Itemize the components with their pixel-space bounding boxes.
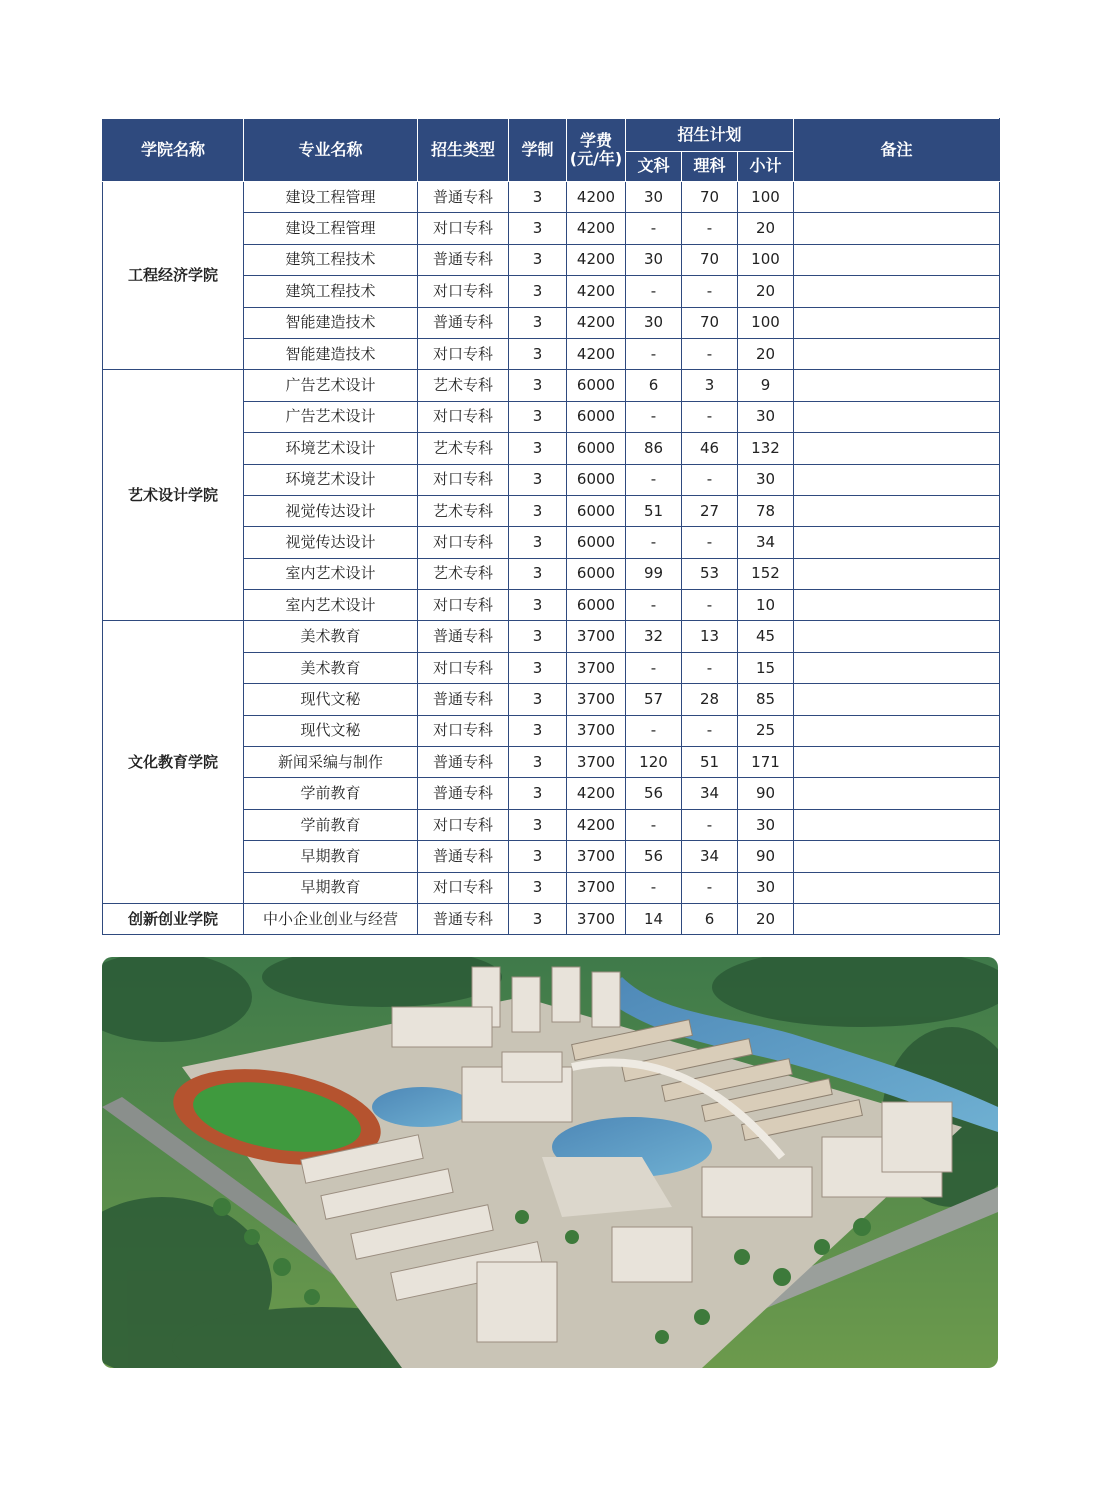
header-subtotal: 小计	[738, 152, 794, 182]
notes-cell	[794, 370, 1000, 401]
duration-cell: 3	[509, 276, 567, 307]
arts-cell: -	[626, 715, 682, 746]
header-arts: 文科	[626, 152, 682, 182]
type-cell: 对口专科	[418, 527, 509, 558]
subtotal-cell: 30	[738, 401, 794, 432]
header-plan: 招生计划	[626, 119, 794, 152]
fee-cell: 6000	[567, 433, 626, 464]
notes-cell	[794, 903, 1000, 934]
duration-cell: 3	[509, 747, 567, 778]
arts-cell: 30	[626, 182, 682, 213]
arts-cell: -	[626, 338, 682, 369]
header-notes: 备注	[794, 119, 1000, 182]
major-cell: 广告艺术设计	[244, 370, 418, 401]
fee-cell: 3700	[567, 747, 626, 778]
fee-cell: 4200	[567, 213, 626, 244]
major-cell: 室内艺术设计	[244, 590, 418, 621]
notes-cell	[794, 872, 1000, 903]
subtotal-cell: 100	[738, 244, 794, 275]
duration-cell: 3	[509, 809, 567, 840]
notes-cell	[794, 401, 1000, 432]
notes-cell	[794, 276, 1000, 307]
subtotal-cell: 90	[738, 841, 794, 872]
arts-cell: 120	[626, 747, 682, 778]
fee-cell: 3700	[567, 715, 626, 746]
notes-cell	[794, 684, 1000, 715]
type-cell: 普通专科	[418, 841, 509, 872]
type-cell: 对口专科	[418, 809, 509, 840]
fee-cell: 6000	[567, 464, 626, 495]
arts-cell: 14	[626, 903, 682, 934]
major-cell: 智能建造技术	[244, 338, 418, 369]
duration-cell: 3	[509, 464, 567, 495]
fee-cell: 6000	[567, 401, 626, 432]
arts-cell: 32	[626, 621, 682, 652]
subtotal-cell: 30	[738, 809, 794, 840]
science-cell: -	[682, 809, 738, 840]
science-cell: -	[682, 872, 738, 903]
header-college: 学院名称	[103, 119, 244, 182]
major-cell: 视觉传达设计	[244, 495, 418, 526]
type-cell: 艺术专科	[418, 370, 509, 401]
fee-cell: 6000	[567, 370, 626, 401]
duration-cell: 3	[509, 370, 567, 401]
science-cell: 34	[682, 841, 738, 872]
major-cell: 室内艺术设计	[244, 558, 418, 589]
major-cell: 新闻采编与制作	[244, 747, 418, 778]
notes-cell	[794, 715, 1000, 746]
type-cell: 普通专科	[418, 747, 509, 778]
science-cell: 3	[682, 370, 738, 401]
notes-cell	[794, 527, 1000, 558]
arts-cell: -	[626, 213, 682, 244]
arts-cell: 30	[626, 244, 682, 275]
subtotal-cell: 85	[738, 684, 794, 715]
duration-cell: 3	[509, 182, 567, 213]
fee-cell: 3700	[567, 652, 626, 683]
table-body	[103, 182, 1000, 935]
subtotal-cell: 171	[738, 747, 794, 778]
arts-cell: 86	[626, 433, 682, 464]
campus-aerial-illustration	[102, 957, 998, 1368]
science-cell: -	[682, 715, 738, 746]
subtotal-cell: 132	[738, 433, 794, 464]
college-name-cell: 创新创业学院	[103, 903, 244, 934]
fee-cell: 6000	[567, 527, 626, 558]
science-cell: 27	[682, 495, 738, 526]
major-cell: 中小企业创业与经营	[244, 903, 418, 934]
science-cell: -	[682, 338, 738, 369]
arts-cell: -	[626, 527, 682, 558]
subtotal-cell: 20	[738, 338, 794, 369]
type-cell: 普通专科	[418, 621, 509, 652]
fee-cell: 4200	[567, 244, 626, 275]
major-cell: 建筑工程技术	[244, 244, 418, 275]
science-cell: 70	[682, 307, 738, 338]
duration-cell: 3	[509, 433, 567, 464]
fee-cell: 4200	[567, 338, 626, 369]
science-cell: -	[682, 652, 738, 683]
campus-aerial-image	[102, 957, 998, 1368]
fee-cell: 3700	[567, 872, 626, 903]
fee-cell: 4200	[567, 307, 626, 338]
type-cell: 对口专科	[418, 213, 509, 244]
duration-cell: 3	[509, 401, 567, 432]
duration-cell: 3	[509, 903, 567, 934]
table-row	[103, 182, 1000, 213]
fee-cell: 4200	[567, 182, 626, 213]
fee-cell: 3700	[567, 684, 626, 715]
duration-cell: 3	[509, 590, 567, 621]
notes-cell	[794, 182, 1000, 213]
arts-cell: -	[626, 652, 682, 683]
notes-cell	[794, 778, 1000, 809]
duration-cell: 3	[509, 872, 567, 903]
science-cell: -	[682, 590, 738, 621]
subtotal-cell: 90	[738, 778, 794, 809]
subtotal-cell: 78	[738, 495, 794, 526]
science-cell: 70	[682, 182, 738, 213]
header-fee-line1: 学费	[579, 130, 612, 150]
duration-cell: 3	[509, 652, 567, 683]
table-header	[103, 119, 1000, 182]
science-cell: -	[682, 276, 738, 307]
subtotal-cell: 45	[738, 621, 794, 652]
type-cell: 艺术专科	[418, 433, 509, 464]
arts-cell: -	[626, 872, 682, 903]
arts-cell: -	[626, 276, 682, 307]
notes-cell	[794, 433, 1000, 464]
major-cell: 环境艺术设计	[244, 464, 418, 495]
subtotal-cell: 100	[738, 182, 794, 213]
fee-cell: 4200	[567, 778, 626, 809]
duration-cell: 3	[509, 213, 567, 244]
duration-cell: 3	[509, 338, 567, 369]
notes-cell	[794, 495, 1000, 526]
science-cell: 13	[682, 621, 738, 652]
notes-cell	[794, 213, 1000, 244]
notes-cell	[794, 338, 1000, 369]
arts-cell: -	[626, 401, 682, 432]
duration-cell: 3	[509, 307, 567, 338]
subtotal-cell: 20	[738, 903, 794, 934]
fee-cell: 6000	[567, 590, 626, 621]
arts-cell: 56	[626, 778, 682, 809]
subtotal-cell: 20	[738, 276, 794, 307]
college-name-cell: 文化教育学院	[103, 621, 244, 904]
subtotal-cell: 15	[738, 652, 794, 683]
major-cell: 智能建造技术	[244, 307, 418, 338]
fee-cell: 6000	[567, 495, 626, 526]
duration-cell: 3	[509, 244, 567, 275]
duration-cell: 3	[509, 684, 567, 715]
fee-cell: 3700	[567, 841, 626, 872]
major-cell: 环境艺术设计	[244, 433, 418, 464]
type-cell: 对口专科	[418, 652, 509, 683]
notes-cell	[794, 464, 1000, 495]
fee-cell: 6000	[567, 558, 626, 589]
subtotal-cell: 152	[738, 558, 794, 589]
type-cell: 普通专科	[418, 684, 509, 715]
science-cell: -	[682, 213, 738, 244]
notes-cell	[794, 652, 1000, 683]
duration-cell: 3	[509, 558, 567, 589]
type-cell: 艺术专科	[418, 558, 509, 589]
subtotal-cell: 9	[738, 370, 794, 401]
major-cell: 建筑工程技术	[244, 276, 418, 307]
major-cell: 建设工程管理	[244, 213, 418, 244]
science-cell: 51	[682, 747, 738, 778]
major-cell: 现代文秘	[244, 684, 418, 715]
type-cell: 普通专科	[418, 244, 509, 275]
notes-cell	[794, 244, 1000, 275]
subtotal-cell: 30	[738, 464, 794, 495]
science-cell: 46	[682, 433, 738, 464]
subtotal-cell: 10	[738, 590, 794, 621]
type-cell: 普通专科	[418, 903, 509, 934]
type-cell: 对口专科	[418, 276, 509, 307]
arts-cell: -	[626, 590, 682, 621]
major-cell: 学前教育	[244, 809, 418, 840]
fee-cell: 4200	[567, 276, 626, 307]
notes-cell	[794, 747, 1000, 778]
subtotal-cell: 20	[738, 213, 794, 244]
duration-cell: 3	[509, 841, 567, 872]
duration-cell: 3	[509, 778, 567, 809]
type-cell: 普通专科	[418, 778, 509, 809]
type-cell: 对口专科	[418, 715, 509, 746]
fee-cell: 3700	[567, 621, 626, 652]
major-cell: 视觉传达设计	[244, 527, 418, 558]
type-cell: 对口专科	[418, 338, 509, 369]
type-cell: 普通专科	[418, 182, 509, 213]
type-cell: 对口专科	[418, 590, 509, 621]
arts-cell: -	[626, 809, 682, 840]
arts-cell: 6	[626, 370, 682, 401]
type-cell: 艺术专科	[418, 495, 509, 526]
major-cell: 美术教育	[244, 621, 418, 652]
type-cell: 对口专科	[418, 464, 509, 495]
duration-cell: 3	[509, 621, 567, 652]
notes-cell	[794, 307, 1000, 338]
science-cell: -	[682, 401, 738, 432]
header-duration: 学制	[509, 119, 567, 182]
subtotal-cell: 34	[738, 527, 794, 558]
major-cell: 建设工程管理	[244, 182, 418, 213]
science-cell: 34	[682, 778, 738, 809]
arts-cell: 51	[626, 495, 682, 526]
table-row	[103, 903, 1000, 934]
fee-cell: 4200	[567, 809, 626, 840]
fee-cell: 3700	[567, 903, 626, 934]
science-cell: 6	[682, 903, 738, 934]
duration-cell: 3	[509, 527, 567, 558]
notes-cell	[794, 841, 1000, 872]
arts-cell: 99	[626, 558, 682, 589]
header-fee	[567, 119, 626, 182]
major-cell: 美术教育	[244, 652, 418, 683]
college-name-cell: 工程经济学院	[103, 182, 244, 370]
subtotal-cell: 100	[738, 307, 794, 338]
table-row	[103, 370, 1000, 401]
major-cell: 广告艺术设计	[244, 401, 418, 432]
science-cell: -	[682, 464, 738, 495]
notes-cell	[794, 621, 1000, 652]
notes-cell	[794, 558, 1000, 589]
header-major: 专业名称	[244, 119, 418, 182]
science-cell: 28	[682, 684, 738, 715]
type-cell: 对口专科	[418, 401, 509, 432]
notes-cell	[794, 590, 1000, 621]
arts-cell: 57	[626, 684, 682, 715]
enrollment-plan-table	[102, 118, 1000, 935]
major-cell: 现代文秘	[244, 715, 418, 746]
major-cell: 早期教育	[244, 841, 418, 872]
major-cell: 学前教育	[244, 778, 418, 809]
major-cell: 早期教育	[244, 872, 418, 903]
header-science: 理科	[682, 152, 738, 182]
subtotal-cell: 25	[738, 715, 794, 746]
duration-cell: 3	[509, 715, 567, 746]
science-cell: -	[682, 527, 738, 558]
arts-cell: -	[626, 464, 682, 495]
arts-cell: 56	[626, 841, 682, 872]
type-cell: 对口专科	[418, 872, 509, 903]
arts-cell: 30	[626, 307, 682, 338]
science-cell: 53	[682, 558, 738, 589]
type-cell: 普通专科	[418, 307, 509, 338]
duration-cell: 3	[509, 495, 567, 526]
header-type: 招生类型	[418, 119, 509, 182]
science-cell: 70	[682, 244, 738, 275]
notes-cell	[794, 809, 1000, 840]
table-row	[103, 621, 1000, 652]
subtotal-cell: 30	[738, 872, 794, 903]
header-fee-line2: (元/年)	[569, 149, 623, 168]
college-name-cell: 艺术设计学院	[103, 370, 244, 621]
